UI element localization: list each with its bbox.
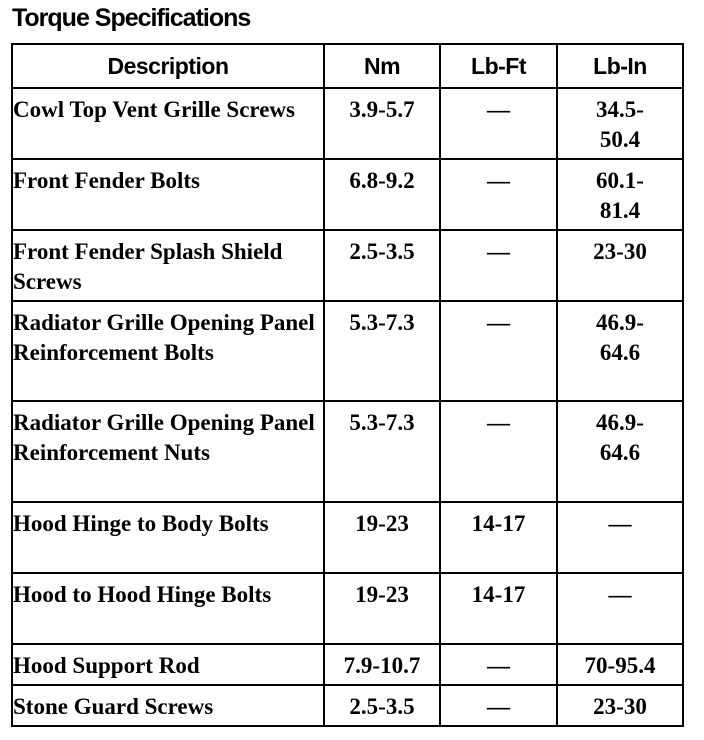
lb-in-cell: 46.9-64.6	[557, 301, 683, 401]
column-header-nm: Nm	[324, 44, 440, 88]
lb-ft-cell: —	[440, 230, 557, 301]
table-row	[12, 301, 683, 401]
description-cell: Radiator Grille Opening Panel Reinforcement Nuts	[12, 401, 324, 502]
nm-cell: 7.9-10.7	[324, 644, 440, 685]
lb-in-cell: 70-95.4	[557, 644, 683, 685]
table-row	[12, 644, 683, 685]
lb-ft-cell: —	[440, 401, 557, 502]
table-row	[12, 88, 683, 159]
table-header-row	[12, 44, 683, 88]
description-cell: Radiator Grille Opening Panel Reinforcement Bolts	[12, 301, 324, 401]
lb-in-cell: —	[557, 502, 683, 573]
lb-ft-cell: —	[440, 301, 557, 401]
lb-in-cell: —	[557, 573, 683, 644]
description-cell: Stone Guard Screws	[12, 685, 324, 726]
table-row	[12, 401, 683, 502]
lb-ft-cell: 14-17	[440, 502, 557, 573]
lb-ft-cell: —	[440, 685, 557, 726]
lb-ft-cell: 14-17	[440, 573, 557, 644]
description-cell: Hood Hinge to Body Bolts	[12, 502, 324, 573]
column-header-lb-ft: Lb-Ft	[440, 44, 557, 88]
lb-in-cell: 34.5-50.4	[557, 88, 683, 159]
description-cell: Hood Support Rod	[12, 644, 324, 685]
lb-in-cell: 23-30	[557, 685, 683, 726]
table-row	[12, 502, 683, 573]
description-cell: Front Fender Splash Shield Screws	[12, 230, 324, 301]
column-header-description: Description	[12, 44, 324, 88]
nm-cell: 5.3-7.3	[324, 401, 440, 502]
description-cell: Front Fender Bolts	[12, 159, 324, 230]
table-row	[12, 573, 683, 644]
nm-cell: 6.8-9.2	[324, 159, 440, 230]
table-row	[12, 230, 683, 301]
table-row	[12, 159, 683, 230]
page-title: Torque Specifications	[12, 4, 251, 32]
nm-cell: 5.3-7.3	[324, 301, 440, 401]
lb-in-cell: 46.9-64.6	[557, 401, 683, 502]
nm-cell: 2.5-3.5	[324, 230, 440, 301]
description-cell: Hood to Hood Hinge Bolts	[12, 573, 324, 644]
description-cell: Cowl Top Vent Grille Screws	[12, 88, 324, 159]
nm-cell: 3.9-5.7	[324, 88, 440, 159]
column-header-lb-in: Lb-In	[557, 44, 683, 88]
table-row	[12, 685, 683, 726]
lb-ft-cell: —	[440, 88, 557, 159]
nm-cell: 19-23	[324, 502, 440, 573]
lb-in-cell: 23-30	[557, 230, 683, 301]
torque-spec-table	[11, 43, 684, 727]
lb-ft-cell: —	[440, 159, 557, 230]
lb-in-cell: 60.1-81.4	[557, 159, 683, 230]
nm-cell: 19-23	[324, 573, 440, 644]
lb-ft-cell: —	[440, 644, 557, 685]
nm-cell: 2.5-3.5	[324, 685, 440, 726]
